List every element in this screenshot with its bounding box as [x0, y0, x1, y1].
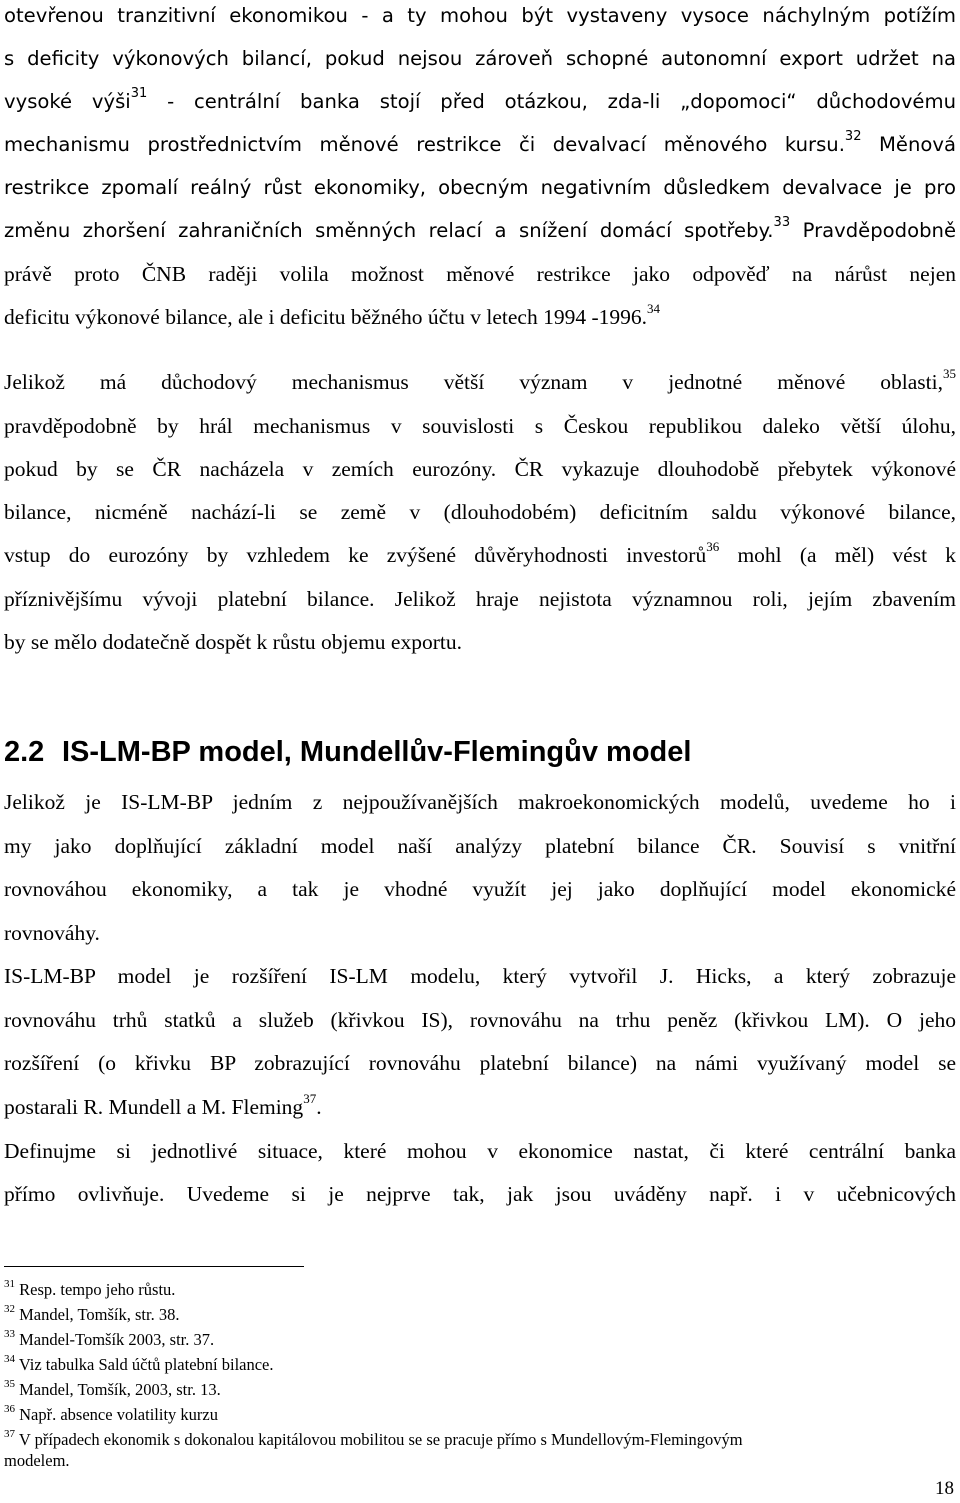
footnote-36: $^{36}$ Např. absence volatility kurzu [4, 1402, 218, 1424]
text-line: my jako doplňující základní model naší analýzy platební bilance ČR. Souvisí s vnitřní [4, 834, 956, 858]
page-number: 18 [935, 1478, 954, 1499]
footnote-ref-36[interactable]: 36 [706, 538, 720, 554]
text-line: rovnováhou ekonomiky, a tak je vhodné využít jej jako doplňující model ekonomické [4, 877, 956, 901]
text-line: Jelikož má důchodový mechanismus větší význam v jednotné měnové oblasti,$^{35}$ [4, 365, 956, 394]
text-line: pokud by se ČR nacházela v zemích eurozóny. ČR vykazuje dlouhodobě přebytek výkonové [4, 457, 956, 481]
text-line: změnu zhoršení zahraničních směnných relací a snížení domácí spotřeby.$^{33}$ Pravděpodobně [4, 215, 956, 242]
text-line: Jelikož je IS-LM-BP jedním z nejpoužívanějších makroekonomických modelů, uvedeme ho i [4, 790, 956, 814]
text-line: bilance, nicméně nachází-li se země v (dlouhodobém) deficitním saldu výkonové bilance, [4, 500, 956, 524]
footnote-ref-35[interactable]: 35 [943, 365, 956, 381]
footnote-separator [4, 1266, 304, 1267]
footnote-ref-32[interactable]: 32 [844, 129, 862, 145]
text-line: deficitu výkonové bilance, ale i deficitu běžného účtu v letech 1994 -1996.34 [4, 300, 660, 329]
footnote-37-continued: modelem. [4, 1451, 70, 1470]
section-heading [4, 736, 691, 769]
text-line: rozšíření (o křivku BP zobrazující rovnováhu platební bilance) na námi využívaný model se [4, 1051, 956, 1075]
footnote-33: $^{33}$ Mandel-Tomšík 2003, str. 37. [4, 1327, 215, 1349]
text-line: IS-LM-BP model je rozšíření IS-LM modelu, který vytvořil J. Hicks, a který zobrazuje [4, 964, 956, 988]
footnote-ref-31[interactable]: 31 [130, 86, 148, 102]
text-line: s deficity výkonových bilancí, pokud nejsou zároveň schopné autonomní export udržet na [4, 47, 956, 70]
section-title: IS-LM-BP model, Mundellův-Flemingův model [62, 736, 692, 768]
text-line: vstup do eurozóny by vzhledem ke zvýšené důvěryhodnosti investorů$^{36}$ mohl (a měl) vést k [4, 538, 957, 567]
text-line: otevřenou tranzitivní ekonomikou - a ty mohou být vystaveny vysoce náchylným potížím [4, 4, 956, 27]
footnote-ref-37[interactable]: 37 [303, 1090, 317, 1106]
footnote-ref-34[interactable]: 34 [646, 300, 660, 316]
text-line: mechanismu prostřednictvím měnové restrikce či devalvací měnového kursu.$^{32}$ Měnová [4, 129, 956, 156]
footnote-35: $^{35}$ Mandel, Tomšík, 2003, str. 13. [4, 1377, 221, 1399]
footnote-37: $^{37}$ V případech ekonomik s dokonalou kapitálovou mobilitou se se pracuje přímo s Mundellovým-Flemingovým [4, 1427, 743, 1449]
footnote-ref-33[interactable]: 33 [773, 215, 791, 231]
text-line: právě proto ČNB raději volila možnost měnové restrikce jako odpověď na nárůst nejen [4, 262, 956, 286]
text-line: by se mělo dodatečně dospět k růstu objemu exportu. [4, 630, 462, 654]
text-line: postarali R. Mundell a M. Fleming$^{37}$. [4, 1090, 322, 1119]
footnote-34: $^{34}$ Viz tabulka Sald účtů platební bilance. [4, 1352, 274, 1374]
text-line: Definujme si jednotlivé situace, které mohou v ekonomice nastat, či které centrální banka [4, 1139, 956, 1163]
footnote-32: $^{32}$ Mandel, Tomšík, str. 38. [4, 1302, 180, 1324]
text-line: pravděpodobně by hrál mechanismus v souvislosti s Českou republikou daleko větší úlohu, [4, 414, 956, 438]
text-line: přímo ovlivňuje. Uvedeme si je nejprve tak, jak jsou uváděny např. i v učebnicových [4, 1182, 956, 1206]
footnote-31: $^{31}$ Resp. tempo jeho růstu. [4, 1277, 176, 1299]
text-line: příznivějšímu vývoji platební bilance. Jelikož hraje nejistota významnou roli, jejím zbavením [4, 587, 956, 611]
text-line: restrikce zpomalí reálný růst ekonomiky, obecným negativním důsledkem devalvace je pro [4, 176, 956, 199]
text-line: rovnováhy. [4, 921, 100, 945]
text-line: vysoké výši$^{31}$ - centrální banka stojí před otázkou, zda-li „dopomoci“ důchodovému [4, 86, 956, 113]
text-line: rovnováhu trhů statků a služeb (křivkou IS), rovnováhu na trhu peněz (křivkou LM). O jeho [4, 1008, 956, 1032]
section-number: 2.2 [4, 736, 45, 768]
